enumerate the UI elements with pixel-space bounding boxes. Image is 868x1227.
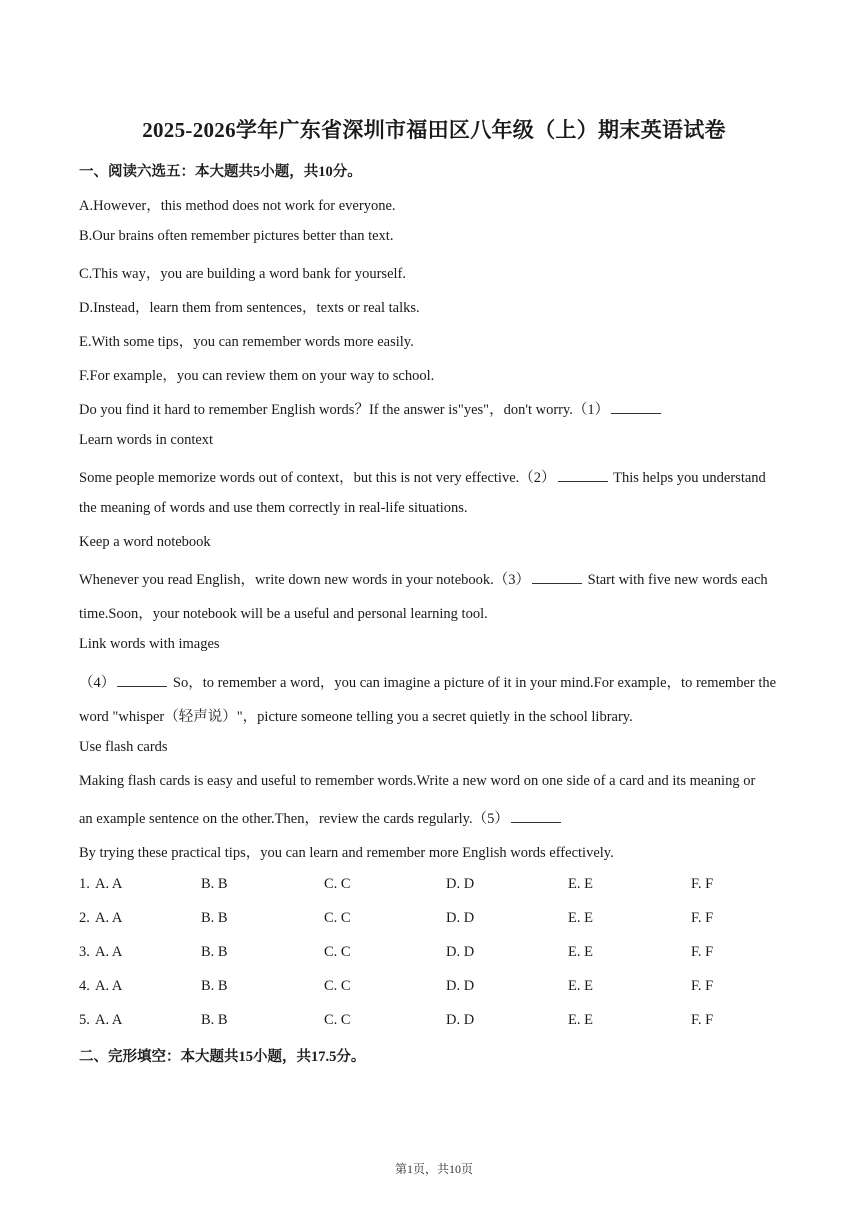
choice-f[interactable]: F. F [691,1012,714,1028]
choice-b[interactable]: B. B [201,910,228,926]
answer-row-2 [79,910,819,930]
choice-d[interactable]: D. D [446,1012,475,1028]
choice-b[interactable]: B. B [201,876,228,892]
paragraph-3-line-1 [79,671,776,692]
choice-f[interactable]: F. F [691,876,714,892]
option-d-text: D.Instead，learn them from sentences，texts or real talks. [79,300,420,316]
subheading-flash-cards: Use flash cards [79,739,168,755]
paragraph-1-tail: This helps you understand [613,470,766,486]
option-a-text: A.However，this method does not work for everyone. [79,198,396,214]
answer-row-4 [79,978,819,998]
paragraph-3-number: （4） [79,675,116,691]
subheading-notebook: Keep a word notebook [79,534,211,550]
choice-f[interactable]: F. F [691,910,714,926]
passage-intro-text: Do you find it hard to remember English words？If the answer is"yes"，don't worry.（1） [79,402,610,418]
paragraph-4-line-1: Making flash cards is easy and useful to remember words.Write a new word on one side of a card and its meaning or [79,773,756,789]
page-title: 2025-2026学年广东省深圳市福田区八年级（上）期末英语试卷 [142,118,726,142]
paragraph-3-line-2: word "whisper（轻声说）"，picture someone telling you a secret quietly in the school library. [79,709,633,725]
question-number: 5. [79,1012,90,1028]
paragraph-2-tail: Start with five new words each [587,572,768,588]
answer-blank-4[interactable] [117,674,167,687]
choice-d[interactable]: D. D [446,876,475,892]
section-1-heading: 一、阅读六选五：本大题共5小题，共10分。 [79,164,362,180]
choice-b[interactable]: B. B [201,1012,228,1028]
page-footer: 第1页，共10页 [394,1162,473,1176]
choice-b[interactable]: B. B [201,944,228,960]
answer-row-3 [79,944,819,964]
option-f-text: F.For example，you can review them on your way to school. [79,368,435,384]
choice-e[interactable]: E. E [568,910,593,926]
question-number: 1. [79,876,90,892]
question-number: 3. [79,944,90,960]
paragraph-2-text: Whenever you read English，write down new words in your notebook.（3） [79,572,531,588]
option-c-text: C.This way，you are building a word bank for yourself. [79,266,406,282]
choice-d[interactable]: D. D [446,978,475,994]
choice-f[interactable]: F. F [691,978,714,994]
answer-blank-1[interactable] [611,401,661,414]
closing-sentence: By trying these practical tips，you can learn and remember more English words effectively. [79,845,614,861]
answer-row-1 [79,876,819,896]
answer-blank-5[interactable] [511,810,561,823]
paragraph-1-text: Some people memorize words out of context，but this is not very effective.（2） [79,470,556,486]
question-number: 2. [79,910,90,926]
subheading-context: Learn words in context [79,432,214,448]
option-b-text: B.Our brains often remember pictures better than text. [79,228,394,244]
answer-blank-3[interactable] [532,571,582,584]
choice-a[interactable]: A. A [95,876,123,892]
choice-c[interactable]: C. C [324,978,351,994]
answer-blank-2[interactable] [558,469,608,482]
paragraph-2-line-2: time.Soon，your notebook will be a useful and personal learning tool. [79,606,488,622]
paragraph-1-line-1 [79,466,766,487]
choice-e[interactable]: E. E [568,1012,593,1028]
paragraph-4-line-2 [79,807,563,828]
paragraph-4-text: an example sentence on the other.Then，review the cards regularly.（5） [79,811,509,827]
paragraph-2-line-1 [79,568,768,589]
choice-c[interactable]: C. C [324,910,351,926]
choice-a[interactable]: A. A [95,910,123,926]
choice-b[interactable]: B. B [201,978,228,994]
choice-c[interactable]: C. C [324,1012,351,1028]
choice-f[interactable]: F. F [691,944,714,960]
paragraph-3-text: So，to remember a word，you can imagine a picture of it in your mind.For example，to remember the [172,675,777,691]
choice-d[interactable]: D. D [446,910,475,926]
choice-e[interactable]: E. E [568,978,593,994]
section-2-heading: 二、完形填空：本大题共15小题，共17.5分。 [79,1049,366,1065]
subheading-images: Link words with images [79,636,220,652]
option-e-text: E.With some tips，you can remember words more easily. [79,334,414,350]
choice-c[interactable]: C. C [324,876,351,892]
question-number: 4. [79,978,90,994]
choice-d[interactable]: D. D [446,944,475,960]
choice-a[interactable]: A. A [95,978,123,994]
choice-a[interactable]: A. A [95,1012,123,1028]
passage-intro [79,398,663,419]
choice-a[interactable]: A. A [95,944,123,960]
paragraph-1-line-2: the meaning of words and use them correctly in real-life situations. [79,500,468,516]
choice-e[interactable]: E. E [568,944,593,960]
choice-e[interactable]: E. E [568,876,593,892]
choice-c[interactable]: C. C [324,944,351,960]
answer-row-5 [79,1012,819,1032]
